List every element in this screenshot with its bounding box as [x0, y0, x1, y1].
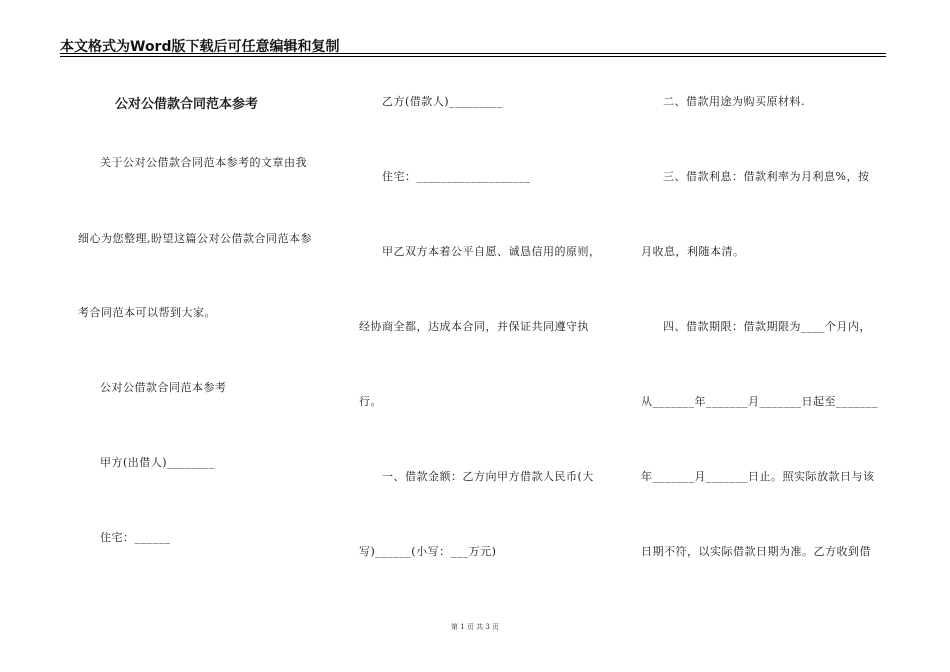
- body-line: 住宅：______: [100, 531, 171, 544]
- body-line: 写)______(小写：___万元): [359, 545, 497, 558]
- body-line: 二、借款用途为购买原材料.: [663, 95, 805, 108]
- body-line: 月收息，利随本清。: [641, 245, 745, 258]
- body-line: 乙方(借款人)_________: [382, 95, 504, 108]
- body-line: 考合同范本可以帮到大家。: [78, 306, 216, 319]
- body-line: 甲方(出借人)________: [100, 456, 216, 469]
- body-line: 关于公对公借款合同范本参考的文章由我: [100, 156, 307, 169]
- body-line: 行。: [359, 395, 382, 408]
- body-line: 三、借款利息：借款利率为月利息%，按: [663, 170, 870, 183]
- body-line: 年_______月_______日止。照实际放款日与该: [641, 470, 875, 483]
- body-line: 从_______年_______月_______日起至_______: [641, 395, 878, 408]
- body-line: 一、借款金额：乙方向甲方借款人民币(大: [382, 470, 594, 483]
- header-rule: [60, 53, 886, 54]
- body-line: 细心为您整理,盼望这篇公对公借款合同范本参: [78, 232, 312, 245]
- page-number: 第 1 页 共 3 页: [450, 623, 500, 631]
- body-line: 经协商全都，达成本合同，并保证共同遵守执: [359, 320, 589, 333]
- body-line: 住宅：___________________: [382, 170, 531, 183]
- document-title: 公对公借款合同范本参考: [115, 97, 259, 112]
- body-line: 日期不符，以实际借款日期为准。乙方收到借: [641, 545, 871, 558]
- header-rule-thick: [60, 56, 886, 57]
- body-line: 甲乙双方本着公平自愿、诚恳信用的原则，: [382, 245, 601, 258]
- document-header: 本文格式为Word版下载后可任意编辑和复制: [60, 39, 340, 55]
- body-line: 四、借款期限：借款期限为____个月内，: [663, 320, 871, 333]
- body-line: 公对公借款合同范本参考: [100, 381, 227, 394]
